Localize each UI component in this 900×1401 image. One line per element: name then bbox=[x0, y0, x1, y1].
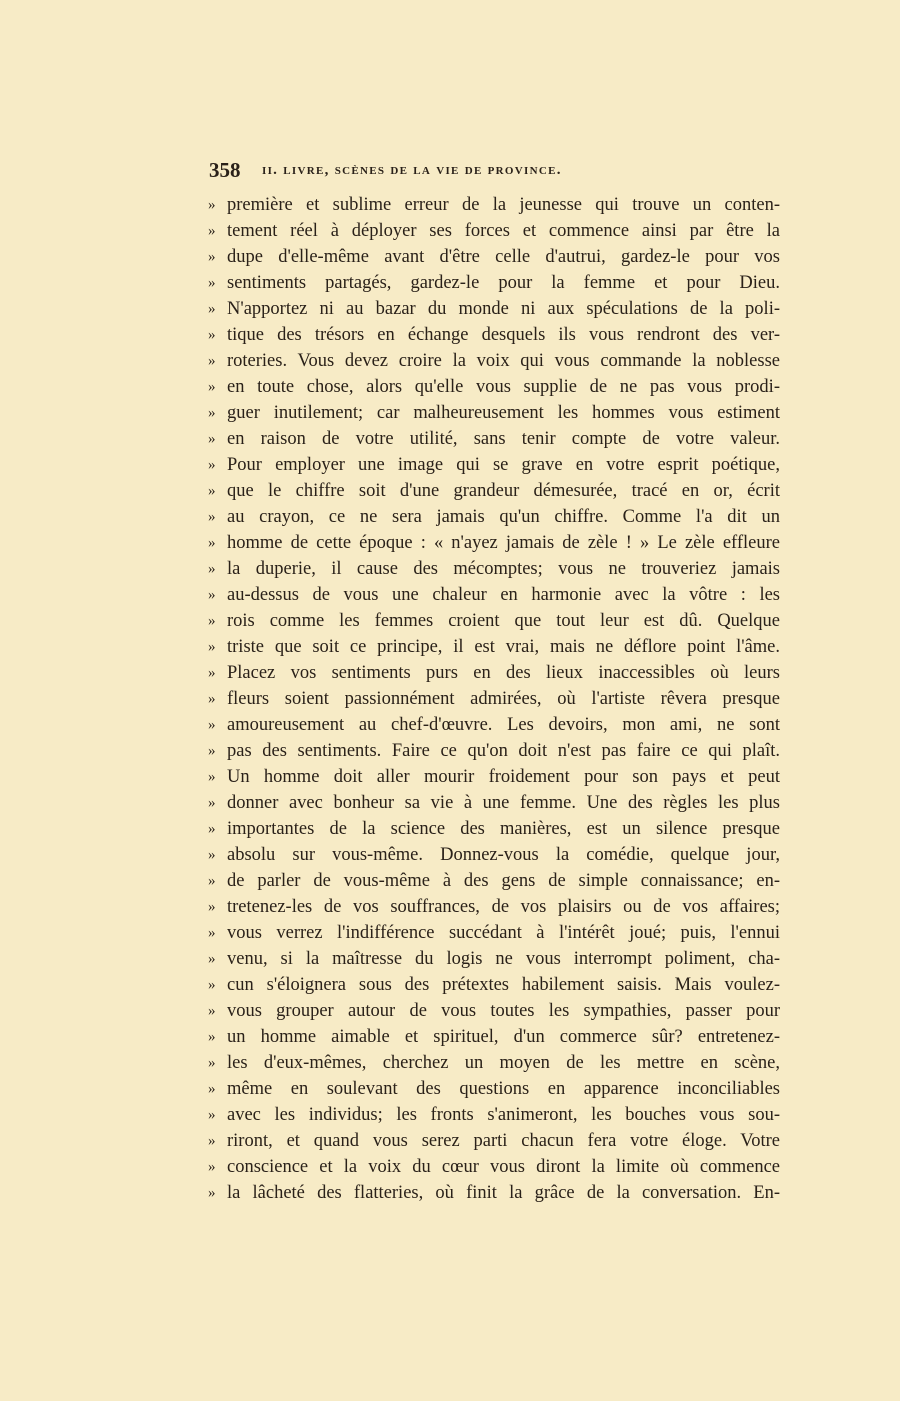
text-line bbox=[208, 218, 780, 244]
text-line bbox=[208, 400, 780, 426]
quote-mark: » bbox=[208, 691, 216, 707]
text-line bbox=[208, 842, 780, 868]
line-text: vous grouper autour de vous toutes les sympathies, passer pour bbox=[227, 1001, 780, 1021]
line-text: dupe d'elle-même avant d'être celle d'autrui, gardez-le pour vos bbox=[227, 247, 780, 267]
body-text bbox=[208, 192, 780, 1206]
quote-mark: » bbox=[208, 223, 216, 239]
text-line bbox=[208, 1102, 780, 1128]
text-line bbox=[208, 452, 780, 478]
quote-mark: » bbox=[208, 431, 216, 447]
text-line bbox=[208, 660, 780, 686]
text-line bbox=[208, 270, 780, 296]
page-header bbox=[209, 158, 709, 184]
line-text: Placez vos sentiments purs en des lieux inaccessibles où leurs bbox=[227, 663, 780, 683]
quote-mark: » bbox=[208, 561, 216, 577]
quote-mark: » bbox=[208, 327, 216, 343]
text-line bbox=[208, 530, 780, 556]
text-line bbox=[208, 322, 780, 348]
quote-mark: » bbox=[208, 899, 216, 915]
quote-mark: » bbox=[208, 951, 216, 967]
quote-mark: » bbox=[208, 873, 216, 889]
quote-mark: » bbox=[208, 925, 216, 941]
line-text: tretenez-les de vos souffrances, de vos plaisirs ou de vos affaires; bbox=[227, 897, 780, 917]
line-text: la lâcheté des flatteries, où finit la grâce de la conversation. En- bbox=[227, 1183, 780, 1203]
text-line bbox=[208, 764, 780, 790]
line-text: roteries. Vous devez croire la voix qui vous commande la noblesse bbox=[227, 351, 780, 371]
text-line bbox=[208, 972, 780, 998]
quote-mark: » bbox=[208, 1133, 216, 1149]
quote-mark: » bbox=[208, 795, 216, 811]
line-text: vous verrez l'indifférence succédant à l'intérêt joué; puis, l'ennui bbox=[227, 923, 780, 943]
line-text: en raison de votre utilité, sans tenir compte de votre valeur. bbox=[227, 429, 780, 449]
text-line bbox=[208, 894, 780, 920]
quote-mark: » bbox=[208, 1159, 216, 1175]
quote-mark: » bbox=[208, 483, 216, 499]
text-line bbox=[208, 582, 780, 608]
line-text: tement réel à déployer ses forces et commence ainsi par être la bbox=[227, 221, 780, 241]
running-head: ii. livre, scènes de la vie de province. bbox=[262, 162, 562, 178]
text-line bbox=[208, 946, 780, 972]
line-text: conscience et la voix du cœur vous diront la limite où commence bbox=[227, 1157, 780, 1177]
line-text: donner avec bonheur sa vie à une femme. Une des règles les plus bbox=[227, 793, 780, 813]
line-text: homme de cette époque : « n'ayez jamais de zèle ! » Le zèle effleure bbox=[227, 533, 780, 553]
line-text: amoureusement au chef-d'œuvre. Les devoirs, mon ami, ne sont bbox=[227, 715, 780, 735]
line-text: triste que soit ce principe, il est vrai, mais ne déflore point l'âme. bbox=[227, 637, 780, 657]
text-line bbox=[208, 1154, 780, 1180]
page-number: 358 bbox=[209, 158, 241, 182]
quote-mark: » bbox=[208, 379, 216, 395]
quote-mark: » bbox=[208, 1003, 216, 1019]
quote-mark: » bbox=[208, 457, 216, 473]
line-text: sentiments partagés, gardez-le pour la femme et pour Dieu. bbox=[227, 273, 780, 293]
text-line bbox=[208, 192, 780, 218]
line-text: venu, si la maîtresse du logis ne vous interrompt poliment, cha- bbox=[227, 949, 780, 969]
text-line bbox=[208, 1180, 780, 1206]
text-line bbox=[208, 1050, 780, 1076]
quote-mark: » bbox=[208, 821, 216, 837]
quote-mark: » bbox=[208, 301, 216, 317]
quote-mark: » bbox=[208, 1081, 216, 1097]
quote-mark: » bbox=[208, 535, 216, 551]
quote-mark: » bbox=[208, 717, 216, 733]
line-text: au-dessus de vous une chaleur en harmonie avec la vôtre : les bbox=[227, 585, 780, 605]
text-line bbox=[208, 556, 780, 582]
line-text: cun s'éloignera sous des prétextes habilement saisis. Mais voulez- bbox=[227, 975, 780, 995]
text-line bbox=[208, 686, 780, 712]
line-text: la duperie, il cause des mécomptes; vous ne trouveriez jamais bbox=[227, 559, 780, 579]
text-line bbox=[208, 1128, 780, 1154]
quote-mark: » bbox=[208, 353, 216, 369]
quote-mark: » bbox=[208, 197, 216, 213]
line-text: Un homme doit aller mourir froidement pour son pays et peut bbox=[227, 767, 780, 787]
line-text: au crayon, ce ne sera jamais qu'un chiffre. Comme l'a dit un bbox=[227, 507, 780, 527]
line-text: importantes de la science des manières, est un silence presque bbox=[227, 819, 780, 839]
line-text: Pour employer une image qui se grave en votre esprit poétique, bbox=[227, 455, 780, 475]
line-text: en toute chose, alors qu'elle vous supplie de ne pas vous prodi- bbox=[227, 377, 780, 397]
line-text: guer inutilement; car malheureusement les hommes vous estiment bbox=[227, 403, 780, 423]
text-line bbox=[208, 608, 780, 634]
line-text: un homme aimable et spirituel, d'un commerce sûr? entretenez- bbox=[227, 1027, 780, 1047]
text-line bbox=[208, 920, 780, 946]
text-line bbox=[208, 634, 780, 660]
quote-mark: » bbox=[208, 405, 216, 421]
text-line bbox=[208, 712, 780, 738]
line-text: fleurs soient passionnément admirées, où l'artiste rêvera presque bbox=[227, 689, 780, 709]
quote-mark: » bbox=[208, 587, 216, 603]
quote-mark: » bbox=[208, 613, 216, 629]
text-line bbox=[208, 816, 780, 842]
line-text: que le chiffre soit d'une grandeur démesurée, tracé en or, écrit bbox=[227, 481, 780, 501]
line-text: même en soulevant des questions en apparence inconciliables bbox=[227, 1079, 780, 1099]
text-line bbox=[208, 868, 780, 894]
line-text: avec les individus; les fronts s'animeront, les bouches vous sou- bbox=[227, 1105, 780, 1125]
line-text: N'apportez ni au bazar du monde ni aux spéculations de la poli- bbox=[227, 299, 780, 319]
text-line bbox=[208, 244, 780, 270]
quote-mark: » bbox=[208, 639, 216, 655]
text-line bbox=[208, 998, 780, 1024]
text-line bbox=[208, 348, 780, 374]
quote-mark: » bbox=[208, 275, 216, 291]
text-line bbox=[208, 504, 780, 530]
line-text: absolu sur vous-même. Donnez-vous la comédie, quelque jour, bbox=[227, 845, 780, 865]
line-text: riront, et quand vous serez parti chacun fera votre éloge. Votre bbox=[227, 1131, 780, 1151]
text-line bbox=[208, 738, 780, 764]
quote-mark: » bbox=[208, 977, 216, 993]
text-line bbox=[208, 426, 780, 452]
quote-mark: » bbox=[208, 769, 216, 785]
text-line bbox=[208, 478, 780, 504]
text-line bbox=[208, 1024, 780, 1050]
quote-mark: » bbox=[208, 1185, 216, 1201]
text-line bbox=[208, 374, 780, 400]
line-text: rois comme les femmes croient que tout leur est dû. Quelque bbox=[227, 611, 780, 631]
line-text: tique des trésors en échange desquels ils vous rendront des ver- bbox=[227, 325, 780, 345]
quote-mark: » bbox=[208, 1029, 216, 1045]
line-text: les d'eux-mêmes, cherchez un moyen de les mettre en scène, bbox=[227, 1053, 780, 1073]
quote-mark: » bbox=[208, 847, 216, 863]
text-line bbox=[208, 790, 780, 816]
quote-mark: » bbox=[208, 509, 216, 525]
text-line bbox=[208, 1076, 780, 1102]
line-text: pas des sentiments. Faire ce qu'on doit n'est pas faire ce qui plaît. bbox=[227, 741, 780, 761]
quote-mark: » bbox=[208, 665, 216, 681]
line-text: première et sublime erreur de la jeunesse qui trouve un conten- bbox=[227, 195, 780, 215]
line-text: de parler de vous-même à des gens de simple connaissance; en- bbox=[227, 871, 780, 891]
quote-mark: » bbox=[208, 743, 216, 759]
text-line bbox=[208, 296, 780, 322]
quote-mark: » bbox=[208, 1055, 216, 1071]
quote-mark: » bbox=[208, 1107, 216, 1123]
quote-mark: » bbox=[208, 249, 216, 265]
